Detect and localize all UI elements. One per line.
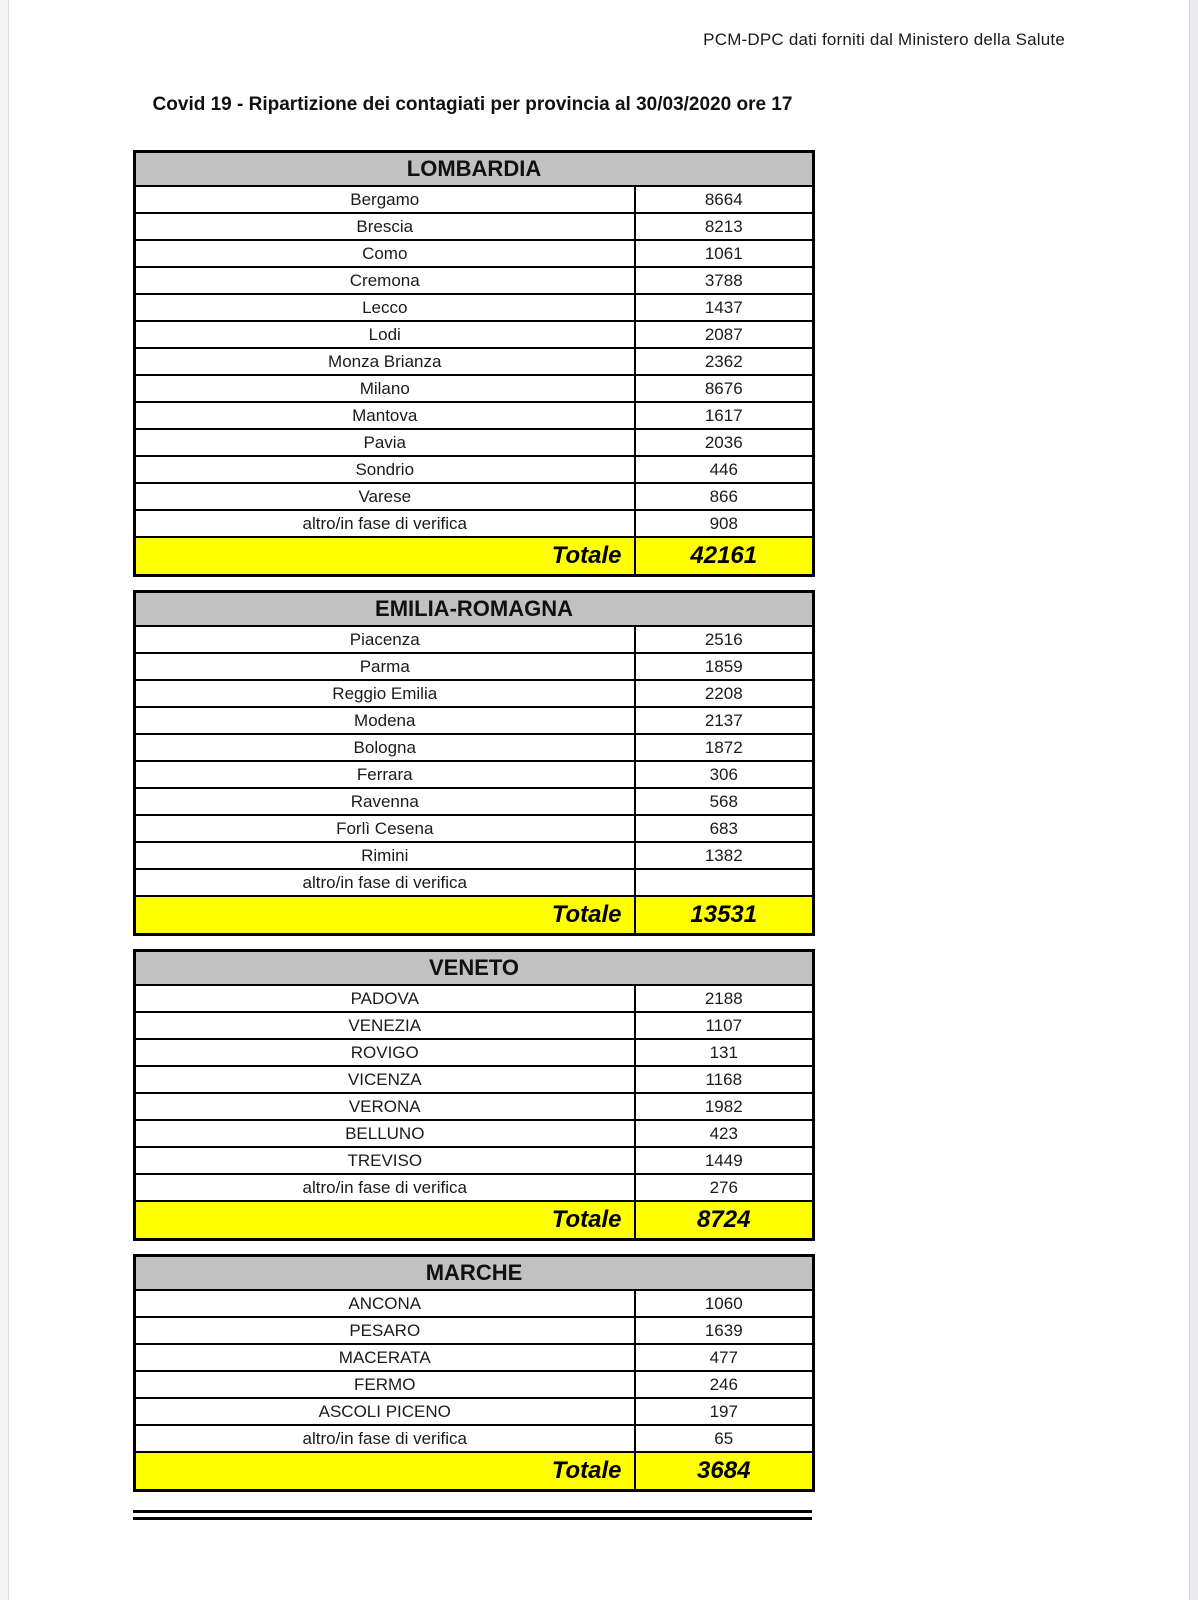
table-row xyxy=(135,186,814,213)
total-value-cell: 13531 xyxy=(635,896,814,935)
table-row xyxy=(135,321,814,348)
region-table-veneto xyxy=(133,949,815,1241)
province-cell: PADOVA xyxy=(135,985,635,1012)
province-cell: Piacenza xyxy=(135,626,635,653)
value-cell: 1449 xyxy=(635,1147,814,1174)
table-row xyxy=(135,788,814,815)
table-row xyxy=(135,1398,814,1425)
value-cell: 908 xyxy=(635,510,814,537)
table-row xyxy=(135,456,814,483)
total-row xyxy=(135,1452,814,1491)
province-cell: Pavia xyxy=(135,429,635,456)
table-row xyxy=(135,1174,814,1201)
province-cell: ASCOLI PICENO xyxy=(135,1398,635,1425)
value-cell: 246 xyxy=(635,1371,814,1398)
region-header-veneto: VENETO xyxy=(135,951,814,986)
province-cell: VICENZA xyxy=(135,1066,635,1093)
tables-container xyxy=(133,150,812,1505)
province-cell: Como xyxy=(135,240,635,267)
value-cell: 276 xyxy=(635,1174,814,1201)
total-value-cell: 3684 xyxy=(635,1452,814,1491)
value-cell: 1060 xyxy=(635,1290,814,1317)
value-cell: 2036 xyxy=(635,429,814,456)
province-cell: altro/in fase di verifica xyxy=(135,1174,635,1201)
province-cell: Ferrara xyxy=(135,761,635,788)
province-cell: Bergamo xyxy=(135,186,635,213)
region-table-emilia-romagna xyxy=(133,590,815,936)
total-row xyxy=(135,896,814,935)
value-cell xyxy=(635,869,814,896)
value-cell: 568 xyxy=(635,788,814,815)
table-row xyxy=(135,1344,814,1371)
value-cell: 1437 xyxy=(635,294,814,321)
region-header-row xyxy=(135,152,814,187)
table-row xyxy=(135,294,814,321)
total-row xyxy=(135,1201,814,1240)
table-row xyxy=(135,375,814,402)
province-cell: Rimini xyxy=(135,842,635,869)
value-cell: 1061 xyxy=(635,240,814,267)
table-row xyxy=(135,429,814,456)
value-cell: 1639 xyxy=(635,1317,814,1344)
bottom-double-rule xyxy=(133,1510,812,1520)
province-cell: Forlì Cesena xyxy=(135,815,635,842)
value-cell: 197 xyxy=(635,1398,814,1425)
region-header-lombardia: LOMBARDIA xyxy=(135,152,814,187)
value-cell: 446 xyxy=(635,456,814,483)
page-title xyxy=(133,91,812,119)
header-note: PCM-DPC dati forniti dal Ministero della Salute xyxy=(703,30,1065,49)
province-cell: Modena xyxy=(135,707,635,734)
province-cell: Lecco xyxy=(135,294,635,321)
value-cell: 2137 xyxy=(635,707,814,734)
total-label-cell: Totale xyxy=(135,1201,635,1240)
table-row xyxy=(135,734,814,761)
province-cell: MACERATA xyxy=(135,1344,635,1371)
value-cell: 2188 xyxy=(635,985,814,1012)
table-row xyxy=(135,1371,814,1398)
value-cell: 2362 xyxy=(635,348,814,375)
table-row xyxy=(135,348,814,375)
value-cell: 866 xyxy=(635,483,814,510)
region-header-row xyxy=(135,592,814,627)
value-cell: 2208 xyxy=(635,680,814,707)
province-cell: altro/in fase di verifica xyxy=(135,1425,635,1452)
region-table-lombardia xyxy=(133,150,815,577)
province-cell: Parma xyxy=(135,653,635,680)
value-cell: 2087 xyxy=(635,321,814,348)
table-row xyxy=(135,1425,814,1452)
total-label-cell: Totale xyxy=(135,1452,635,1491)
page-edge-left xyxy=(0,0,9,1600)
province-cell: ANCONA xyxy=(135,1290,635,1317)
table-row xyxy=(135,869,814,896)
province-cell: Cremona xyxy=(135,267,635,294)
province-cell: Lodi xyxy=(135,321,635,348)
table-row xyxy=(135,402,814,429)
total-value-cell: 42161 xyxy=(635,537,814,576)
province-cell: Monza Brianza xyxy=(135,348,635,375)
value-cell: 8676 xyxy=(635,375,814,402)
table-row xyxy=(135,1093,814,1120)
region-header-marche: MARCHE xyxy=(135,1256,814,1291)
province-cell: VERONA xyxy=(135,1093,635,1120)
table-row xyxy=(135,213,814,240)
value-cell: 1872 xyxy=(635,734,814,761)
province-cell: FERMO xyxy=(135,1371,635,1398)
region-header-emilia-romagna: EMILIA-ROMAGNA xyxy=(135,592,814,627)
province-cell: Reggio Emilia xyxy=(135,680,635,707)
table-row xyxy=(135,653,814,680)
value-cell: 8213 xyxy=(635,213,814,240)
page-title-text: Covid 19 - Ripartizione dei contagiati per provincia al 30/03/2020 ore 17 xyxy=(152,94,793,115)
value-cell: 1859 xyxy=(635,653,814,680)
region-header-row xyxy=(135,1256,814,1291)
province-cell: TREVISO xyxy=(135,1147,635,1174)
province-cell: PESARO xyxy=(135,1317,635,1344)
table-row xyxy=(135,815,814,842)
total-label-cell: Totale xyxy=(135,537,635,576)
table-row xyxy=(135,1012,814,1039)
total-label-cell: Totale xyxy=(135,896,635,935)
value-cell: 423 xyxy=(635,1120,814,1147)
value-cell: 477 xyxy=(635,1344,814,1371)
table-row xyxy=(135,510,814,537)
province-cell: Milano xyxy=(135,375,635,402)
province-cell: Brescia xyxy=(135,213,635,240)
province-cell: Bologna xyxy=(135,734,635,761)
province-cell: Ravenna xyxy=(135,788,635,815)
total-value-cell: 8724 xyxy=(635,1201,814,1240)
table-row xyxy=(135,707,814,734)
region-table-marche xyxy=(133,1254,815,1492)
region-header-row xyxy=(135,951,814,986)
table-row xyxy=(135,1147,814,1174)
value-cell: 1982 xyxy=(635,1093,814,1120)
table-row xyxy=(135,1120,814,1147)
value-cell: 1382 xyxy=(635,842,814,869)
table-row xyxy=(135,985,814,1012)
table-row xyxy=(135,483,814,510)
total-row xyxy=(135,537,814,576)
province-cell: VENEZIA xyxy=(135,1012,635,1039)
table-row xyxy=(135,761,814,788)
province-cell: altro/in fase di verifica xyxy=(135,510,635,537)
value-cell: 2516 xyxy=(635,626,814,653)
value-cell: 306 xyxy=(635,761,814,788)
province-cell: ROVIGO xyxy=(135,1039,635,1066)
province-cell: Varese xyxy=(135,483,635,510)
table-row xyxy=(135,1317,814,1344)
province-cell: Sondrio xyxy=(135,456,635,483)
table-row xyxy=(135,1066,814,1093)
province-cell: altro/in fase di verifica xyxy=(135,869,635,896)
value-cell: 1617 xyxy=(635,402,814,429)
table-row xyxy=(135,1290,814,1317)
table-row xyxy=(135,626,814,653)
page-edge-right xyxy=(1189,0,1198,1600)
province-cell: BELLUNO xyxy=(135,1120,635,1147)
value-cell: 1168 xyxy=(635,1066,814,1093)
value-cell: 683 xyxy=(635,815,814,842)
table-row xyxy=(135,267,814,294)
table-row xyxy=(135,842,814,869)
value-cell: 131 xyxy=(635,1039,814,1066)
table-row xyxy=(135,680,814,707)
value-cell: 8664 xyxy=(635,186,814,213)
table-row xyxy=(135,240,814,267)
province-cell: Mantova xyxy=(135,402,635,429)
value-cell: 65 xyxy=(635,1425,814,1452)
value-cell: 3788 xyxy=(635,267,814,294)
value-cell: 1107 xyxy=(635,1012,814,1039)
table-row xyxy=(135,1039,814,1066)
